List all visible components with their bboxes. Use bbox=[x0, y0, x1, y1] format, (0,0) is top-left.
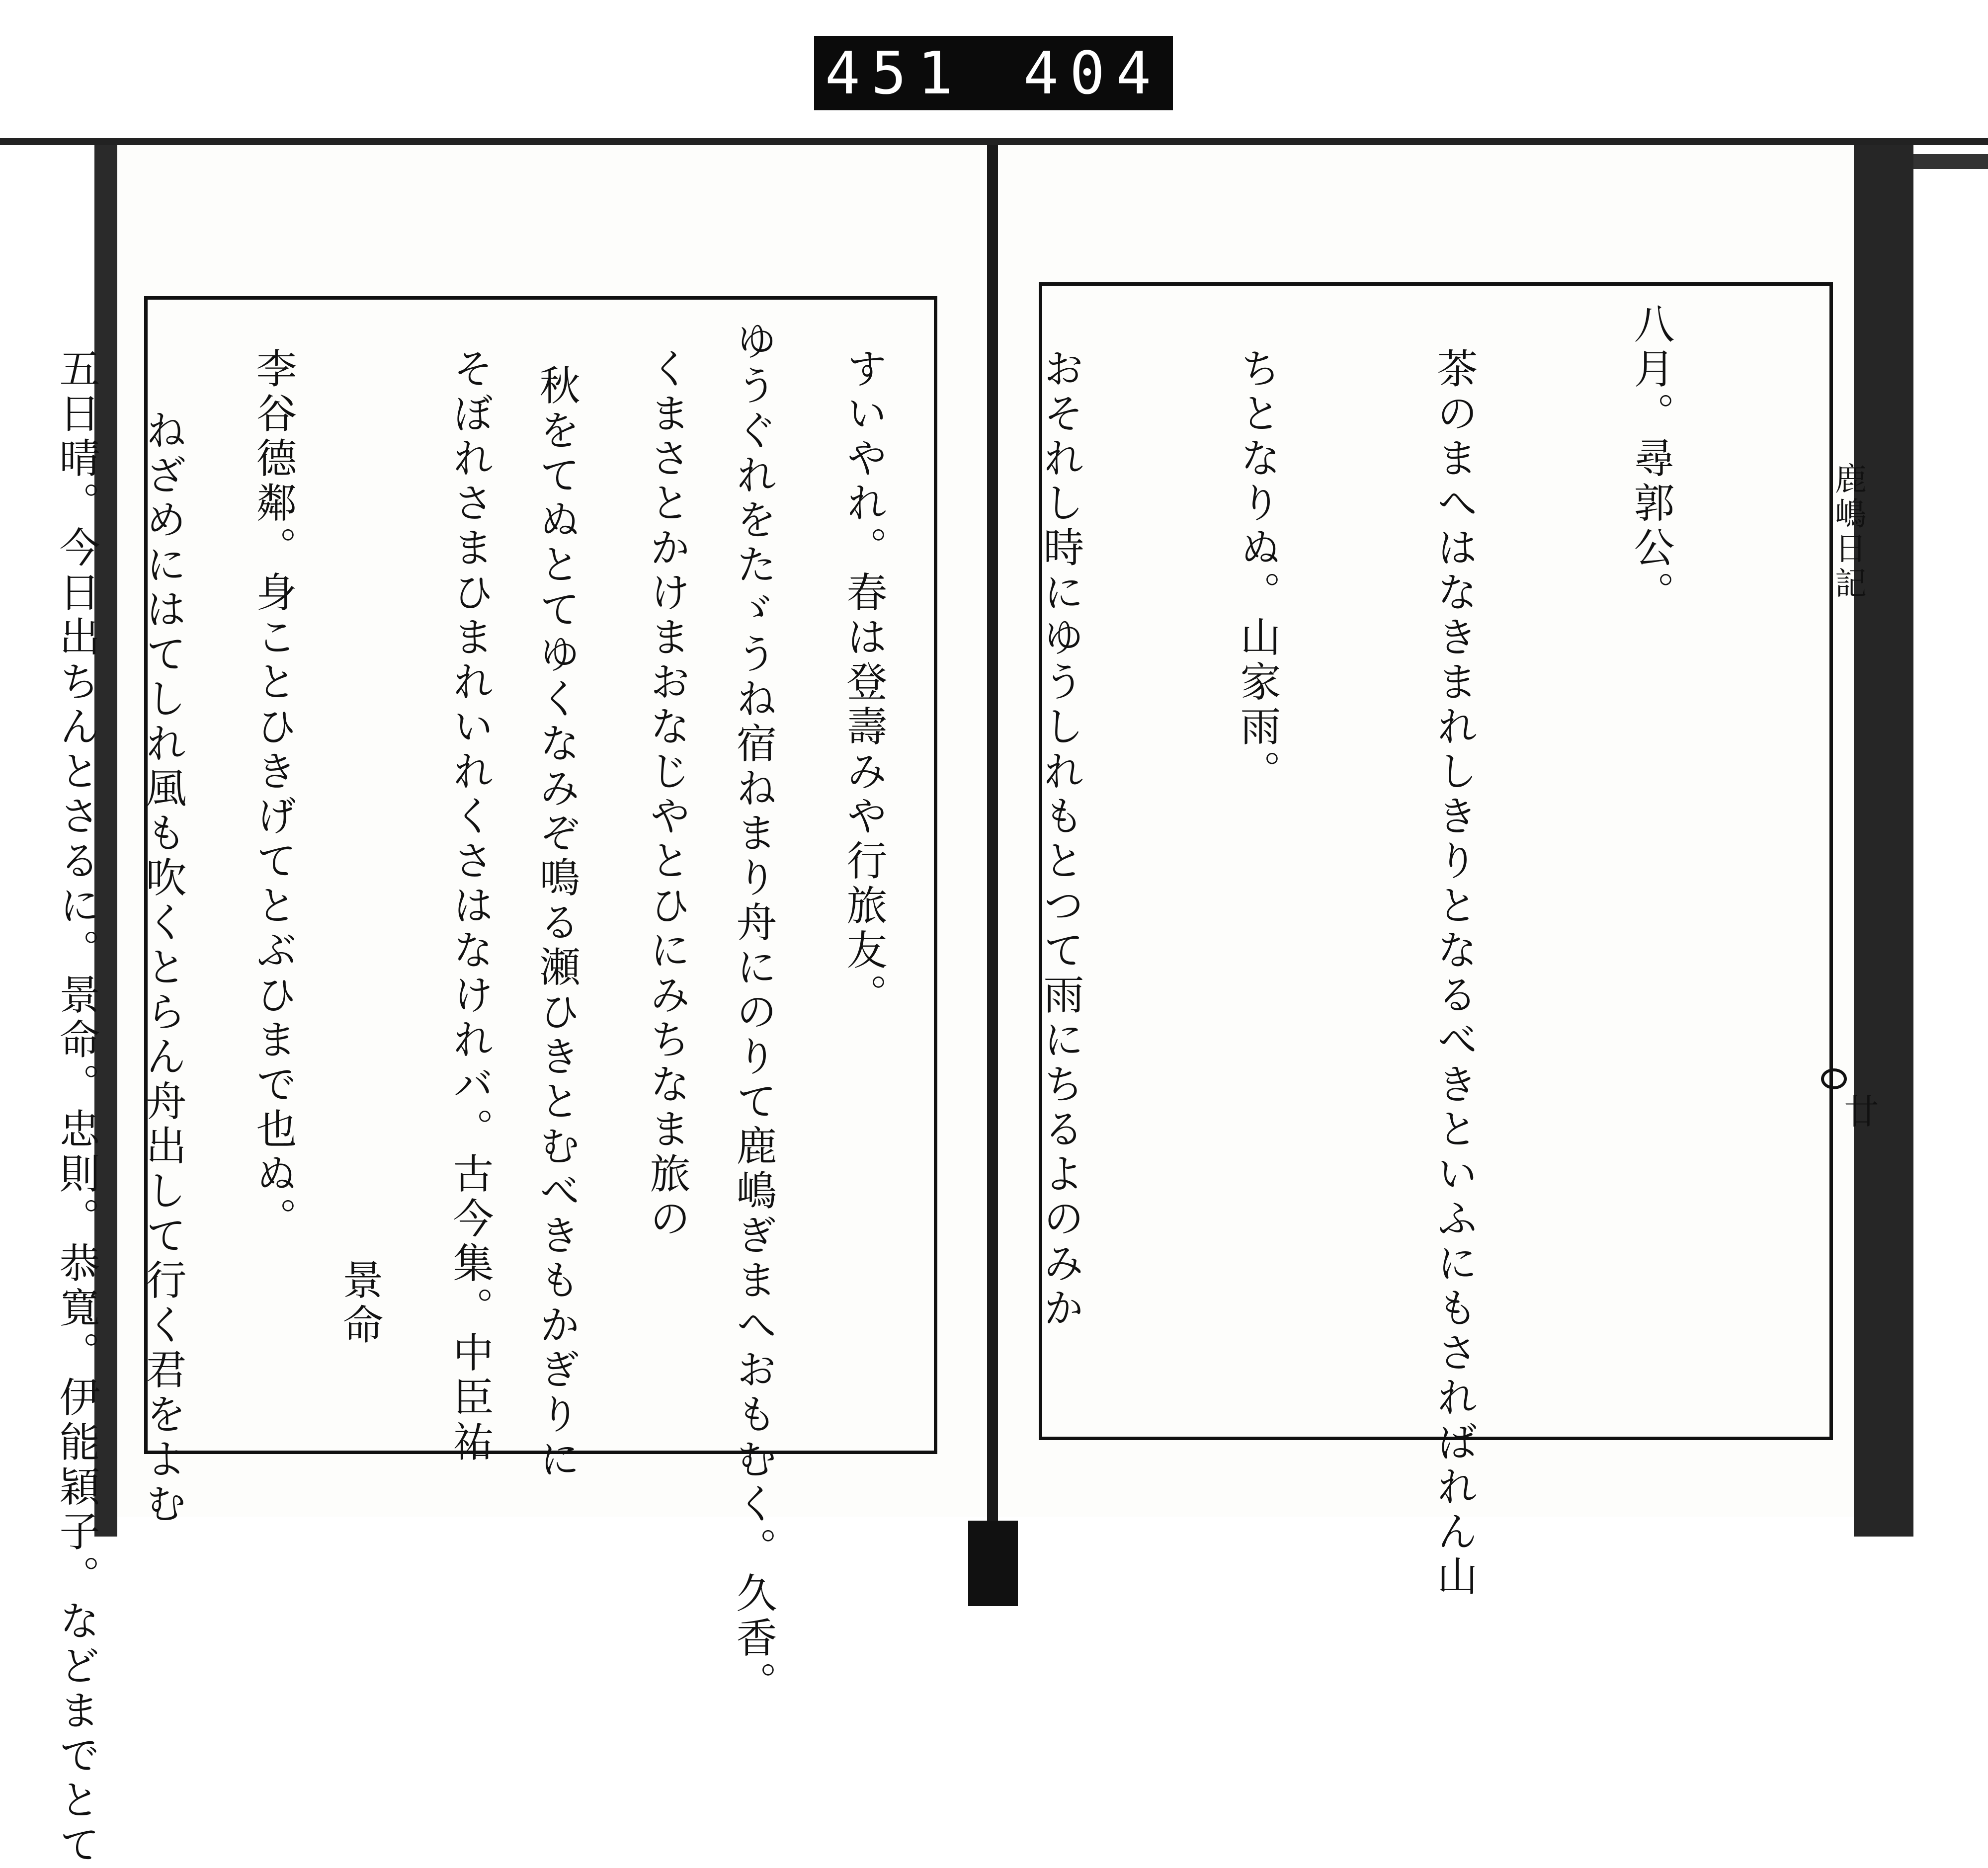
book-stand bbox=[968, 1521, 1018, 1606]
book-edge-right bbox=[1854, 145, 1913, 1537]
fishtail-mark-icon bbox=[1821, 1068, 1847, 1089]
text-column: おそれし時にゆうしれもとつて雨にちるよのみか bbox=[1037, 303, 1084, 1331]
book-edge-strip bbox=[1913, 154, 1988, 169]
text-column: 八月。尋郭公。 bbox=[1627, 303, 1674, 616]
text-column: ねざめにはてしれ風も吹くとらん舟出して行く君をよむ bbox=[139, 320, 186, 1527]
text-column: 五日晴。今日出ちんとさるに。景命。忠則。恭寬。伊能穎子。などまでとて bbox=[53, 303, 100, 1868]
text-column: ゆうぐれをたゞうね宿ねまり舟にのりて鹿嶋ぎまへおもむく。久香。 bbox=[730, 320, 777, 1706]
top-rule bbox=[0, 138, 1988, 145]
text-column: そぼれさまひまれいれくさはなけれバ。古今集。中臣祐 bbox=[446, 303, 494, 1465]
text-column: 景命 bbox=[336, 320, 383, 1348]
catalog-number-b: 404 bbox=[1023, 39, 1162, 107]
catalog-label bbox=[814, 36, 1173, 110]
text-column: 秋をてぬとてゆくなみぞ鳴る瀬ひきとむべきもかぎりに bbox=[533, 320, 580, 1482]
right-page-text bbox=[0, 303, 1815, 1868]
running-head: 鹿嶋日記 bbox=[1829, 462, 1866, 601]
text-column: くまさとかけまおなじやとひにみちなま旅の bbox=[643, 303, 690, 1242]
text-column: 茶のまへはなきまれしきりとなるべきといふにもさればれん山 bbox=[1430, 303, 1478, 1600]
text-column: 李谷德鄰。身ことひきげてとぶひまで也ぬ。 bbox=[249, 303, 297, 1242]
text-column: ちとなりぬ。山家雨。 bbox=[1234, 303, 1281, 795]
catalog-number-a: 451 bbox=[825, 39, 964, 107]
folio-number: 廿 bbox=[1838, 1093, 1879, 1128]
text-column: すいやれ。春は登壽みや行旅友。 bbox=[840, 303, 887, 1018]
